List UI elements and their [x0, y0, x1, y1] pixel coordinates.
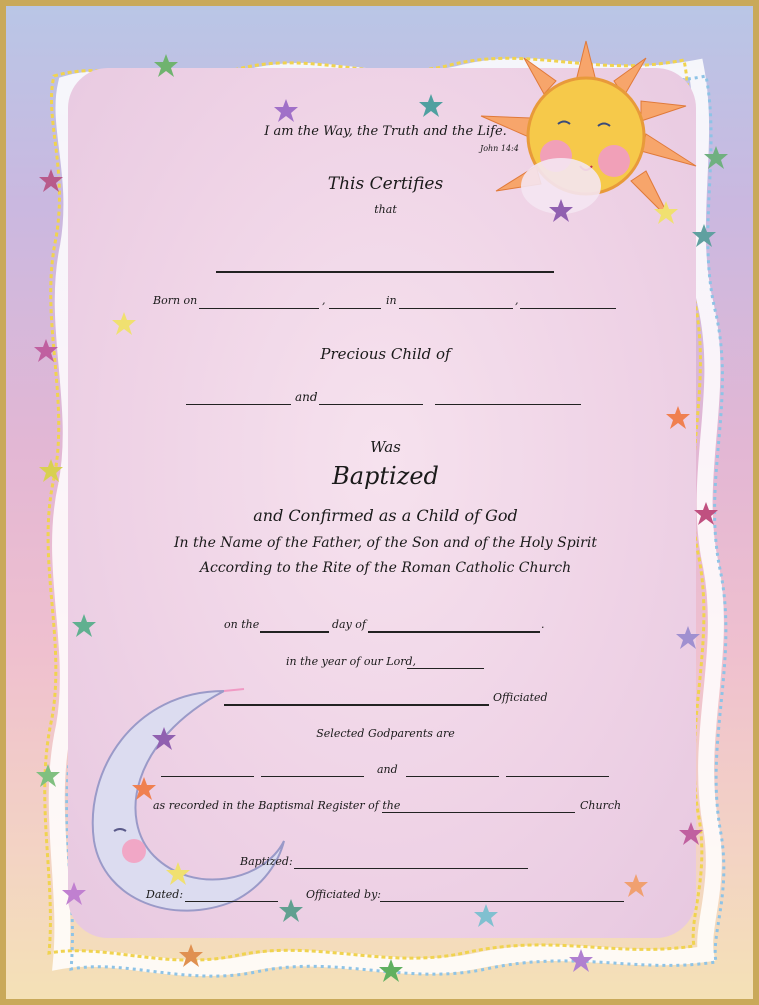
certifies-heading: This Certifies [327, 174, 444, 194]
confirmed-text: and Confirmed as a Child of God [253, 506, 518, 525]
baptism-month-line[interactable] [368, 631, 540, 633]
verse-text: I am the Way, the Truth and the Life. [264, 124, 507, 139]
birth-date-line[interactable] [199, 308, 319, 309]
baptized-label: Baptized: [240, 855, 293, 868]
in-label: in [386, 294, 397, 307]
baptism-year-line[interactable] [407, 668, 484, 669]
parent-surname-line[interactable] [435, 404, 581, 405]
godparent-1-first-line[interactable] [161, 776, 254, 777]
birth-state-line[interactable] [520, 308, 616, 309]
recorded-label: as recorded in the Baptismal Register of the [153, 799, 401, 812]
and-label-1: and [295, 390, 318, 404]
officiated-by-line[interactable] [380, 901, 624, 902]
precious-child-heading: Precious Child of [320, 345, 451, 363]
period-mark: . [541, 618, 545, 631]
birth-city-line[interactable] [399, 308, 513, 309]
day-of-label: day of [332, 618, 367, 631]
that-text: that [374, 203, 397, 216]
godparent-2-first-line[interactable] [406, 776, 499, 777]
officiant-line[interactable] [224, 704, 489, 706]
parent-1-first-line[interactable] [186, 404, 291, 405]
child-name-line[interactable] [216, 271, 554, 273]
baptized-name-line[interactable] [294, 868, 528, 869]
on-the-label: on the [224, 618, 260, 631]
birth-year-line[interactable] [329, 308, 381, 309]
godparent-1-last-line[interactable] [261, 776, 364, 777]
baptized-heading: Baptized [332, 462, 439, 490]
rite-text: According to the Rite of the Roman Catholic Church [199, 560, 572, 576]
church-name-line[interactable] [382, 812, 575, 813]
star-icon [154, 54, 178, 77]
dated-label: Dated: [146, 888, 184, 901]
godparents-label: Selected Godparents are [316, 727, 455, 740]
verse-reference: John 14:4 [480, 144, 519, 153]
officiated-by-label: Officiated by: [306, 888, 381, 901]
godparent-2-last-line[interactable] [506, 776, 609, 777]
comma-2: , [515, 294, 519, 307]
was-text: Was [370, 438, 401, 456]
and-label-2: and [377, 763, 398, 776]
year-of-lord-label: in the year of our Lord, [286, 655, 417, 668]
dated-line[interactable] [185, 901, 278, 902]
officiated-label: Officiated [493, 691, 548, 704]
baptism-day-line[interactable] [260, 631, 329, 633]
trinity-text: In the Name of the Father, of the Son and of the Holy Spirit [174, 535, 597, 551]
born-on-label: Born on [153, 294, 198, 307]
church-label: Church [580, 799, 622, 812]
comma-1: , [322, 294, 326, 307]
parent-2-first-line[interactable] [319, 404, 423, 405]
